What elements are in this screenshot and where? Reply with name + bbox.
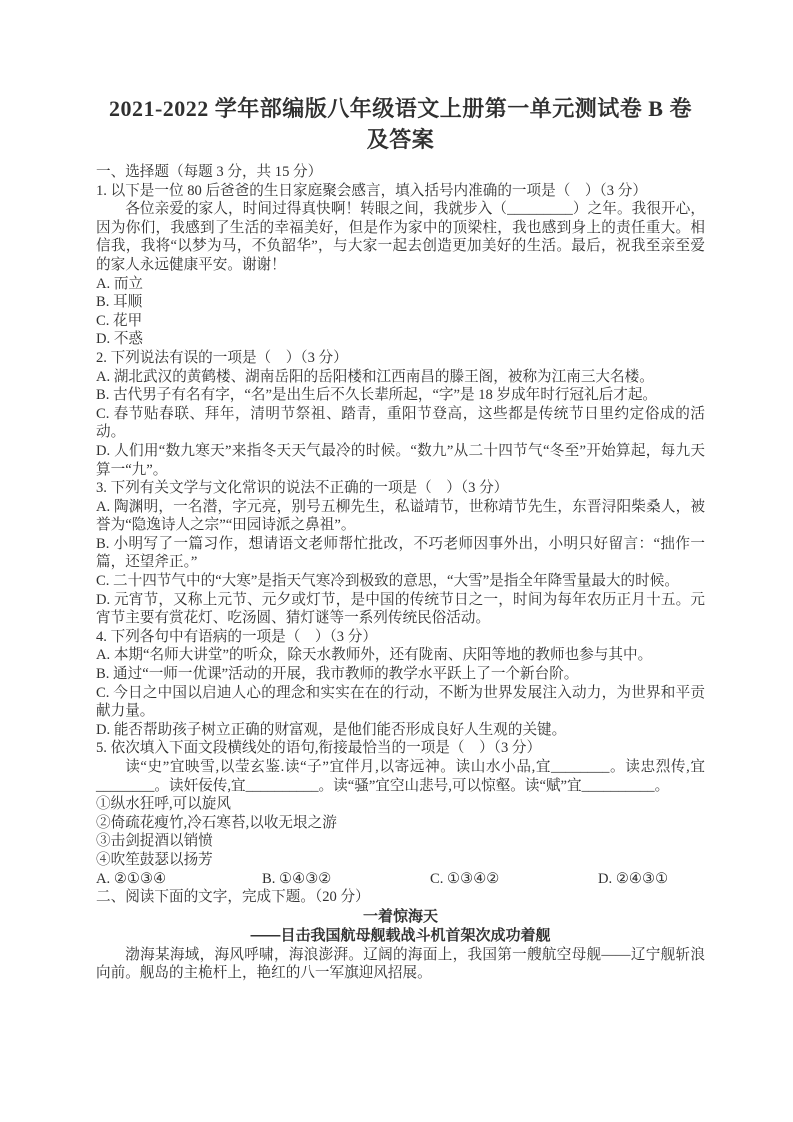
question-3-option-d: D. 元宵节，又称上元节、元夕或灯节，是中国的传统节日之一，时间为每年农历正月十五。元宵节主要有赏花灯、吃汤圆、猜灯谜等一系列传统民俗活动。 (96, 591, 705, 627)
question-1 (96, 182, 705, 349)
document-title-line2: 及答案 (366, 127, 435, 152)
document-title-line1: 2021-2022 学年部编版八年级语文上册第一单元测试卷 B 卷 (108, 96, 692, 121)
question-1-stem: 1. 以下是一位 80 后爸爸的生日家庭聚会感言，填入括号内准确的一项是（ ）（3 分） (96, 182, 647, 199)
question-1-option-c: C. 花甲 (96, 312, 143, 329)
question-4-option-c: C. 今日之中国以启迪人心的理念和实实在在的行动，不断为世界发展注入动力，为世界和平贡献力量。 (96, 684, 705, 720)
question-2 (96, 349, 705, 479)
question-5 (96, 739, 705, 888)
section-two-heading: 二、阅读下面的文字，完成下题。（20 分） (96, 889, 370, 906)
question-5-choice-d: D. ②④③① (598, 870, 669, 887)
question-4-option-b: B. 通过“一师一优课”活动的开展，我市教师的教学水平跃上了一个新台阶。 (96, 666, 579, 683)
question-4 (96, 628, 705, 740)
question-5-item-4: ④吹笙鼓瑟以扬芳 (96, 851, 213, 868)
question-2-stem: 2. 下列说法有误的一项是（ ）（3 分） (96, 349, 348, 366)
question-5-choice-row (96, 870, 705, 889)
question-5-choice-b: B. ①④③② (262, 870, 332, 887)
question-3-option-b: B. 小明写了一篇习作，想请语文老师帮忙批改，不巧老师因事外出，小明只好留言：“拙作一篇，还望斧正。” (96, 535, 705, 571)
section-one-heading: 一、选择题（每题 3 分，共 15 分） (96, 164, 323, 180)
section-reading (96, 888, 705, 983)
reading-paragraph: 渤海某海域，海风呼啸，海浪澎湃。辽阔的海面上，我国第一艘航空母舰——辽宁舰斩浪向前。舰岛的主桅杆上，艳红的八一军旗迎风招展。 (96, 946, 705, 982)
question-2-option-c: C. 春节贴春联、拜年，清明节祭祖、踏青，重阳节登高，这些都是传统节日里约定俗成的活动。 (96, 405, 705, 441)
question-4-stem: 4. 下列各句中有语病的一项是（ ）（3 分） (96, 628, 377, 645)
question-1-option-b: B. 耳顺 (96, 294, 143, 311)
question-3-option-a: A. 陶渊明，一名潜，字元亮，别号五柳先生，私谥靖节，世称靖节先生，东晋浔阳柴桑人，被誉为“隐逸诗人之宗”“田园诗派之鼻祖”。 (96, 498, 705, 534)
question-1-option-d: D. 不惑 (96, 331, 144, 348)
question-5-choice-c: C. ①③④② (430, 870, 500, 887)
reading-title: 一着惊海天 (362, 907, 438, 925)
question-3-option-c: C. 二十四节气中的“大寒”是指天气寒冷到极致的意思，“大雪”是指全年降雪量最大的时候。 (96, 573, 679, 590)
question-1-passage: 各位亲爱的家人，时间过得真快啊！转眼之间，我就步入（_________）之年。我很开心，因为你们，我感到了生活的幸福美好，但是作为家中的顶梁柱，我也感到身上的责任重大。相信我，我将“以梦为马，不负韶华”，与大家一起去创造更加美好的生活。最后，祝我至亲至爱的家人永远健康平安。谢谢！ (96, 201, 705, 273)
question-5-item-3: ③击剑捉酒以销愤 (96, 833, 213, 850)
section-choice-questions (96, 163, 705, 888)
question-3-stem: 3. 下列有关文学与文化常识的说法不正确的一项是（ ）（3 分） (96, 480, 509, 497)
question-3 (96, 479, 705, 628)
question-1-option-a: A. 而立 (96, 275, 144, 292)
question-4-option-d: D. 能否帮助孩子树立正确的财富观，是他们能否形成良好人生观的关键。 (96, 721, 567, 738)
reading-subtitle: ——目击我国航母舰载战斗机首架次成功着舰 (250, 927, 551, 945)
question-2-option-a: A. 湖北武汉的黄鹤楼、湖南岳阳的岳阳楼和江西南昌的滕王阁，被称为江南三大名楼。 (96, 368, 654, 385)
question-2-option-d: D. 人们用“数九寒天”来指冬天天气最冷的时候。“数九”从二十四节气“冬至”开始算起，每九天算一“九”。 (96, 442, 705, 478)
document-title (96, 93, 705, 155)
question-5-item-2: ②倚疏花瘦竹,冷石寒苔,以收无垠之游 (96, 814, 337, 831)
question-5-stem: 5. 依次填入下面文段横线处的语句,衔接最恰当的一项是（ ）（3 分） (96, 740, 542, 757)
question-5-passage: 读“史”宜映雪,以莹玄鉴.读“子”宜伴月,以寄远神。读山水小品,宜________。读忠烈传,宜________。读奸佞传,宜__________。读“骚”宜空山悲号,可以惊壑。读“赋”宜__________。 (96, 759, 705, 794)
question-4-option-a: A. 本期“名师大讲堂”的听众，除天水教师外，还有陇南、庆阳等地的教师也参与其中。 (96, 647, 653, 664)
question-5-choice-a: A. ②①③④ (96, 870, 167, 887)
question-2-option-b: B. 古代男子有名有字，“名”是出生后不久长辈所起，“字”是 18 岁成年时行冠礼后才起。 (96, 387, 658, 404)
question-5-item-1: ①纵水狂呼,可以旋风 (96, 796, 231, 813)
